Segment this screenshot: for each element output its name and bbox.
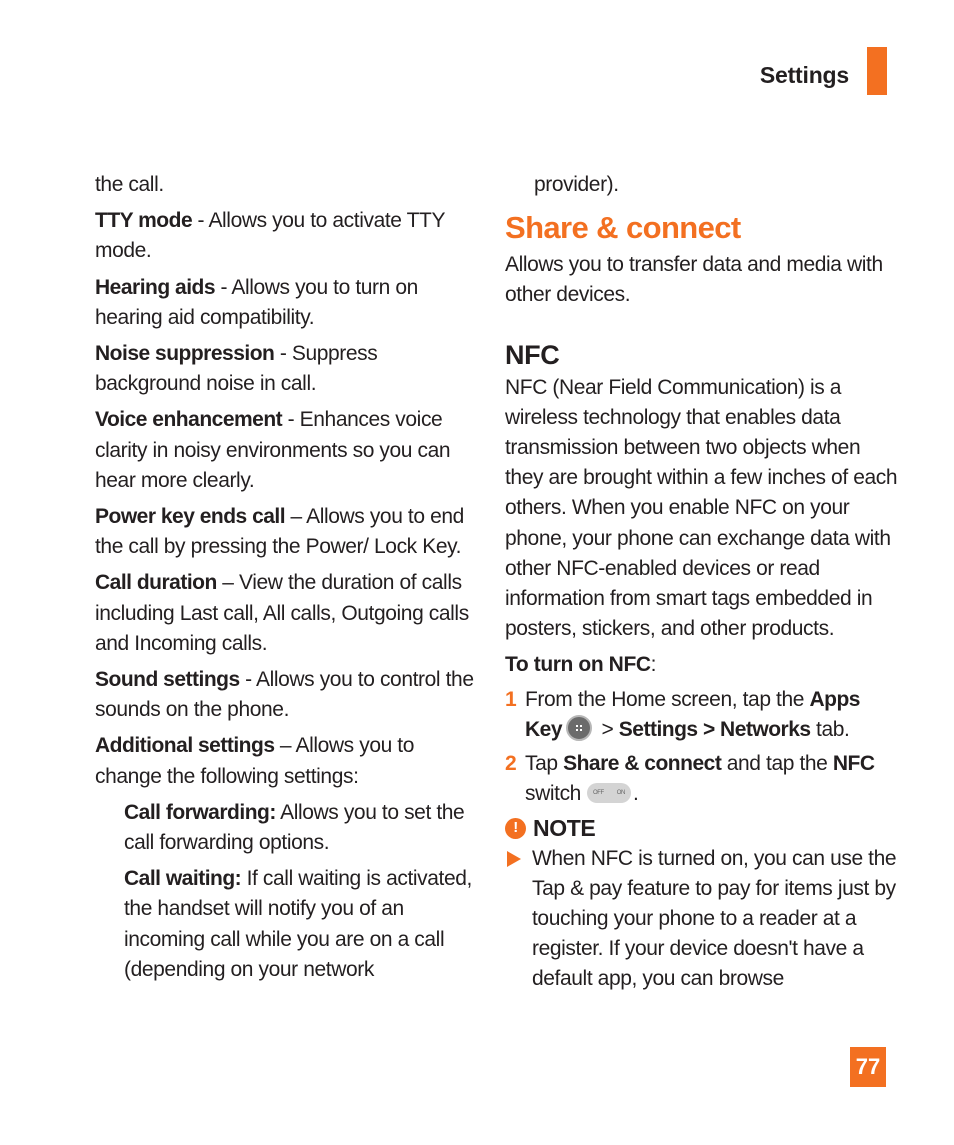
setting-item-noise-suppression bbox=[95, 339, 485, 399]
step-number: 2 bbox=[505, 752, 517, 776]
separator: - bbox=[192, 209, 209, 233]
setting-item-sound-settings bbox=[95, 665, 485, 725]
setting-item-additional-settings bbox=[95, 731, 485, 791]
note-text: When NFC is turned on, you can use the Tap & pay feature to pay for items just by touching your phone to a reader at a register. If your device doesn't have a default app, you can browse bbox=[532, 846, 897, 991]
page-header-title: Settings bbox=[759, 62, 849, 88]
header-accent-tab bbox=[867, 47, 887, 95]
setting-desc: Allows you to turn on hearing aid compatibility. bbox=[95, 275, 418, 329]
step-text: Tap bbox=[525, 752, 564, 776]
continued-text: provider). bbox=[534, 173, 619, 196]
setting-desc: Allows you to activate TTY mode. bbox=[95, 209, 445, 263]
step-text: > bbox=[596, 717, 619, 741]
step-bold: Apps Key bbox=[525, 687, 860, 741]
setting-desc: Allows you to change the following settings: bbox=[95, 734, 415, 788]
separator: – bbox=[274, 734, 296, 758]
page-number: 77 bbox=[850, 1047, 886, 1087]
setting-term: Hearing aids bbox=[95, 275, 216, 299]
heading-text: To turn on NFC bbox=[505, 653, 651, 677]
continued-text: the call. bbox=[95, 173, 164, 196]
setting-item-call-duration bbox=[95, 568, 485, 659]
setting-term: Sound settings bbox=[95, 668, 240, 692]
step-text: and tap the bbox=[721, 752, 833, 776]
nfc-description: NFC (Near Field Communication) is a wireless technology that enables data transmission between two objects when they are brought within a few inches of each others. When you enable NFC on your phone, your phone can exchange data with other NFC-enabled devices or read information from smart tags embedded in posters, stickers, and other products. bbox=[505, 375, 898, 641]
right-column bbox=[505, 170, 900, 995]
note-title: NOTE bbox=[533, 815, 596, 842]
step-bold: Share & connect bbox=[563, 752, 722, 776]
step-bold: NFC bbox=[832, 752, 875, 776]
setting-term: Additional settings bbox=[95, 734, 275, 758]
setting-term: Call waiting: bbox=[124, 867, 242, 891]
separator: - bbox=[274, 342, 292, 366]
left-column bbox=[95, 170, 485, 991]
exclamation-icon: ! bbox=[505, 818, 526, 839]
setting-term: Voice enhancement bbox=[95, 408, 283, 432]
apps-key-icon bbox=[566, 715, 592, 741]
switch-off-label: OFF bbox=[592, 790, 604, 797]
setting-item-tty-mode bbox=[95, 206, 485, 266]
step-text: switch bbox=[525, 782, 581, 806]
heading-colon: : bbox=[650, 653, 657, 677]
separator: - bbox=[282, 408, 300, 432]
step-1 bbox=[505, 685, 900, 745]
setting-desc: Allows you to set the call forwarding options. bbox=[124, 800, 465, 855]
separator: – bbox=[216, 571, 239, 595]
note-body bbox=[505, 844, 900, 995]
step-2 bbox=[505, 749, 900, 809]
setting-term: Call duration bbox=[95, 571, 217, 595]
arrow-right-icon bbox=[507, 851, 521, 867]
setting-desc: Enhances voice clarity in noisy environments so you can hear more clearly. bbox=[95, 408, 451, 492]
setting-desc: If call waiting is activated, the handset will notify you of an incoming call while you are on a call (depending on your network bbox=[124, 867, 472, 981]
step-bold: Settings > Networks bbox=[618, 717, 811, 741]
turn-on-nfc-heading bbox=[505, 650, 900, 680]
separator: - bbox=[215, 275, 232, 299]
subsection-title-nfc: NFC bbox=[505, 339, 560, 370]
setting-term: Call forwarding: bbox=[124, 800, 276, 824]
step-number: 1 bbox=[505, 687, 517, 711]
sub-setting-call-waiting bbox=[95, 864, 485, 985]
setting-term: Noise suppression bbox=[95, 342, 275, 366]
step-text: . bbox=[632, 782, 639, 806]
section-description: Allows you to transfer data and media with other devices. bbox=[505, 253, 883, 307]
nfc-switch-icon bbox=[587, 783, 631, 803]
setting-item-hearing-aids bbox=[95, 273, 485, 333]
sub-setting-call-forwarding bbox=[95, 798, 485, 858]
separator: - bbox=[239, 668, 256, 692]
step-text: tab. bbox=[810, 717, 850, 741]
setting-term: Power key ends call bbox=[95, 505, 286, 529]
setting-item-power-key-ends-call bbox=[95, 502, 485, 562]
setting-desc: Allows you to control the sounds on the phone. bbox=[95, 668, 474, 722]
section-title-share-connect: Share & connect bbox=[505, 210, 741, 246]
step-text: From the Home screen, tap the bbox=[525, 687, 810, 711]
switch-on-label: ON bbox=[616, 790, 625, 797]
setting-desc: Allows you to end the call by pressing the Power/ Lock Key. bbox=[95, 505, 464, 559]
setting-item-voice-enhancement bbox=[95, 405, 485, 496]
setting-term: TTY mode bbox=[95, 209, 193, 233]
separator: – bbox=[285, 505, 307, 529]
setting-desc: Suppress background noise in call. bbox=[95, 342, 378, 396]
setting-desc: View the duration of calls including Last call, All calls, Outgoing calls and Incoming calls. bbox=[95, 571, 469, 655]
note-heading bbox=[505, 813, 900, 843]
